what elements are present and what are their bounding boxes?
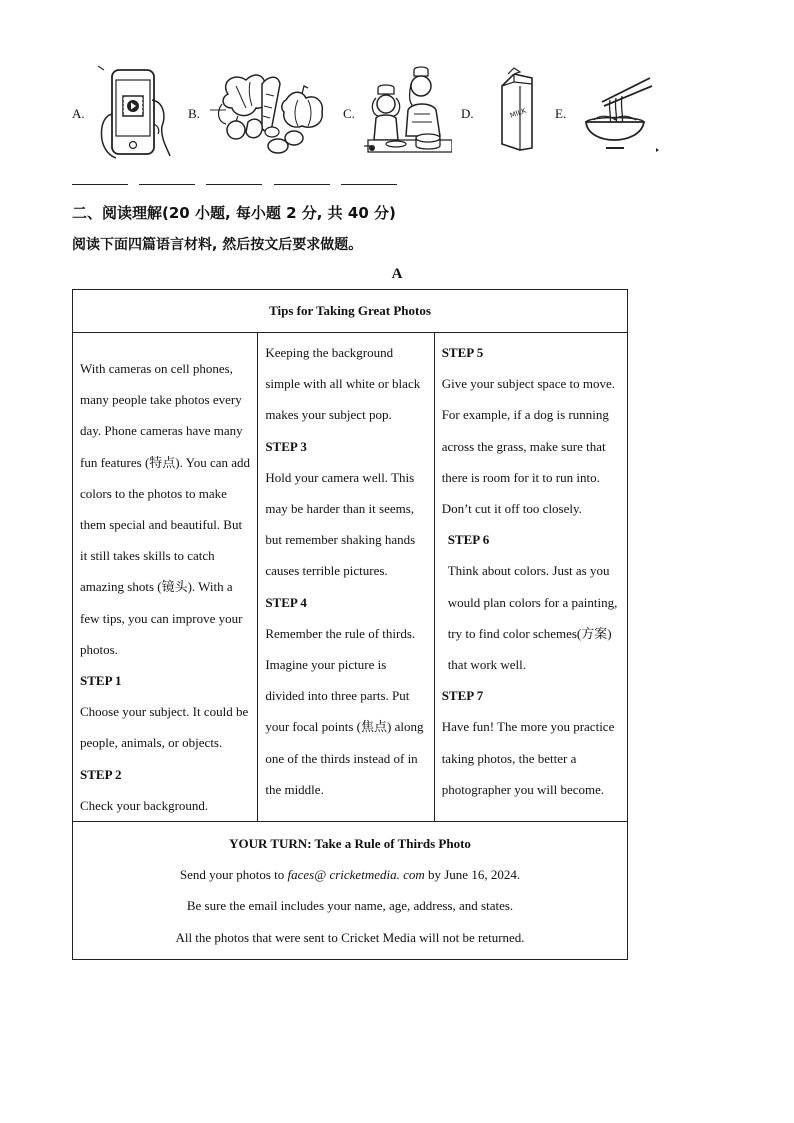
column-1: [73, 333, 258, 822]
step-6-text: Think about colors. Just as you would plan colors for a painting, try to find color schemes(方案) that work well.: [447, 563, 618, 673]
option-label-e: E.: [555, 106, 567, 121]
answer-blank-4[interactable]: [274, 184, 330, 185]
milk-carton-text: MILK: [508, 106, 528, 120]
phone-video-icon: [90, 64, 180, 160]
step-2-title: STEP 2: [80, 766, 122, 782]
column-2: [258, 333, 434, 822]
submit-prefix: Send your photos to: [179, 867, 288, 883]
step-3-title: STEP 3: [265, 438, 307, 454]
column-3: [434, 333, 627, 822]
step-4-title: STEP 4: [265, 594, 307, 610]
step-5-title: STEP 5: [441, 345, 484, 360]
step-2-text: Check your background.: [80, 797, 209, 813]
step-1-text: Choose your subject. It could be people, animals, or objects.: [80, 704, 249, 751]
step-4-text: Remember the rule of thirds. Imagine your picture is divided into three parts. Put your focal points (焦点) along one of the thirds instead of in the middle.: [265, 625, 424, 797]
step-3-text: Hold your camera well. This may be harder than it seems, but remember shaking hands causes terrible pictures.: [265, 469, 416, 579]
table-title: Tips for Taking Great Photos: [73, 290, 628, 333]
step-1-title: STEP 1: [80, 673, 122, 689]
intro-text: With cameras on cell phones, many people take photos every day. Phone cameras have many fun features (特点). You can add colors to the photos to make them special and beautiful. But it still takes skills to catch amazing shots (镜头). With a few tips, you can improve your photos.: [80, 361, 251, 657]
noodle-bowl-icon: [580, 64, 662, 160]
section-heading: 二、阅读理解(20 小题, 每小题 2 分, 共 40 分): [72, 204, 396, 222]
step-6-title: STEP 6: [447, 532, 490, 548]
answer-blank-3[interactable]: [206, 184, 262, 185]
answer-blank-2[interactable]: [139, 184, 195, 185]
step-7-text: Have fun! The more you practice taking photos, the better a photographer you will become.: [441, 719, 615, 797]
answer-blank-5[interactable]: [341, 184, 397, 185]
email-requirements: Be sure the email includes your name, age, address, and states.: [186, 898, 514, 914]
tips-table: [72, 289, 628, 960]
vegetables-icon: [206, 64, 330, 160]
your-turn-title: YOUR TURN: Take a Rule of Thirds Photo: [229, 836, 471, 852]
milk-carton-icon: [494, 64, 538, 160]
submit-deadline: by June 16, 2024.: [424, 867, 521, 883]
answer-blank-1[interactable]: [72, 184, 128, 185]
step-2-continued-text: Keeping the background simple with all white or black makes your subject pop.: [265, 345, 421, 423]
option-label-d: D.: [461, 106, 474, 121]
option-label-b: B.: [188, 106, 200, 121]
submit-email-link: faces@ cricketmedia. com: [287, 867, 425, 883]
step-5-text: Give your subject space to move. For example, if a dog is running across the grass, make sure that there is room for it to run into. Don’t cut it off too closely.: [441, 376, 615, 517]
submit-line: [73, 859, 627, 890]
instruction-text: 阅读下面四篇语言材料, 然后按文后要求做题。: [72, 237, 363, 253]
option-label-a: A.: [72, 106, 85, 121]
step-7-title: STEP 7: [441, 688, 484, 704]
return-notice: All the photos that were sent to Cricket Media will not be returned.: [175, 929, 525, 945]
passage-letter: A: [391, 266, 403, 282]
your-turn-box: [73, 822, 628, 960]
cooking-family-icon: [362, 64, 452, 160]
option-label-c: C.: [343, 106, 355, 121]
